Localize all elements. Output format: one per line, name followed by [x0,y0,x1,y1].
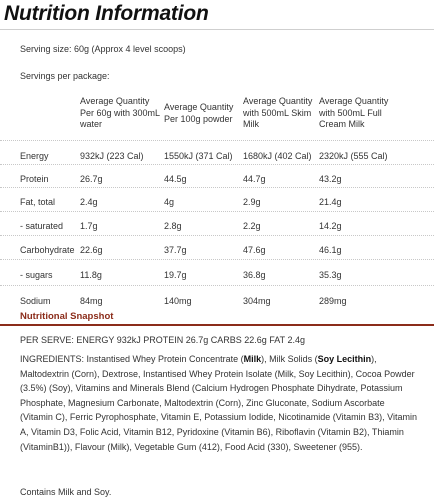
cell-value: 44.7g [243,174,266,184]
column-header [80,96,160,131]
column-header [243,96,312,131]
cell-value: 44.5g [164,174,187,184]
cell-value: 2320kJ (555 Cal) [319,151,388,161]
cell-value: 4g [164,197,175,207]
column-header-line: Cream Milk [319,119,365,129]
cell-value: 21.4g [319,197,342,207]
row-divider [0,211,434,212]
row-divider [0,259,434,260]
contains-allergens: Contains Milk and Soy. [20,487,112,497]
column-header [164,102,233,125]
cell-value: 84mg [80,296,103,306]
allergen-highlight: Milk [243,354,262,364]
cell-value: 47.6g [243,245,266,255]
row-label: Fat, total [20,197,56,207]
column-header-line: with 500mL Full [319,107,382,118]
cell-value: 11.8g [80,270,102,280]
cell-value: 2.2g [243,221,261,231]
cell-value: 43.2g [319,174,342,184]
page-title: Nutrition Information [4,2,209,25]
snapshot-divider [0,324,434,326]
allergen-highlight: Soy Lecithin [317,354,372,364]
row-divider [0,285,434,286]
cell-value: 932kJ (223 Cal) [80,151,144,161]
column-header-line: Average Quantity [243,96,313,106]
column-header-line: Average Quantity [319,96,389,106]
cell-value: 1550kJ (371 Cal) [164,151,233,161]
cell-value: 46.1g [319,245,342,255]
cell-value: 1680kJ (402 Cal) [243,151,312,161]
cell-value: 14.2g [319,221,342,231]
cell-value: 1.7g [80,221,98,231]
cell-value: 19.7g [164,270,187,280]
title-divider [0,29,434,30]
column-header-line: with 500mL Skim [243,107,312,118]
column-header [319,96,388,131]
row-divider [0,235,434,236]
column-header-line: Average Quantity [80,96,150,106]
cell-value: 140mg [164,296,192,306]
row-label: Protein [20,174,49,184]
row-label: Energy [20,151,49,161]
cell-value: 2.4g [80,197,98,207]
cell-value: 289mg [319,296,347,306]
row-label: - sugars [20,270,53,280]
row-divider [0,187,434,188]
serving-size: Serving size: 60g (Approx 4 level scoops) [20,44,186,54]
row-divider [0,164,434,165]
snapshot-title: Nutritional Snapshot [20,311,114,322]
ingredients-segment: INGREDIENTS: Instantised Whey Protein Concentrate ( [20,354,244,364]
servings-per-package: Servings per package: [20,71,110,81]
cell-value: 36.8g [243,270,266,280]
cell-value: 26.7g [80,174,103,184]
row-label: Carbohydrate [20,245,75,255]
cell-value: 22.6g [80,245,103,255]
column-header-line: Average Quantity [164,102,234,112]
ingredients-text [20,352,420,454]
column-header-line: Milk [243,119,259,129]
ingredients-segment: ), Maltodextrin (Corn), Dextrose, Instantised Whey Protein Isolate (Milk, Soy Lecithin), Cocoa Powder (3.5%) (Soy), Vitamins and Minerals Blend (Calcium Hydrogen Phosphate Dihydrate, Potassium Phosphate, Magnesium Carbonate, Maltodextrin (Corn), Zinc Gluconate, Sodium Ascorbate (Vitamin C), Ferric Pyrophosphate, Vitamin E, Potassium Iodide, Nicotinamide (Vitamin B3), Vitamin A, Vitamin D3, Folic Acid, Vitamin B12, Pyridoxine (Vitamin B6), Riboflavin (Vitamin B2), Thiamin (VitaminB1)), Flavour (Milk), Vegetable Gum (412), Food Acid (330), Sweetener (955). [20,354,417,452]
row-label: Sodium [20,296,51,306]
cell-value: 304mg [243,296,271,306]
column-header-line: water [80,119,103,129]
row-divider [0,140,434,141]
cell-value: 2.8g [164,221,182,231]
cell-value: 35.3g [319,270,342,280]
cell-value: 2.9g [243,197,261,207]
row-label: - saturated [20,221,64,231]
column-header-line: Per 60g with 300mL [80,107,161,118]
cell-value: 37.7g [164,245,187,255]
ingredients-segment: ), Milk Solids ( [261,354,318,364]
per-serve-summary: PER SERVE: ENERGY 932kJ PROTEIN 26.7g CARBS 22.6g FAT 2.4g [20,335,305,345]
column-header-line: Per 100g powder [164,113,233,124]
